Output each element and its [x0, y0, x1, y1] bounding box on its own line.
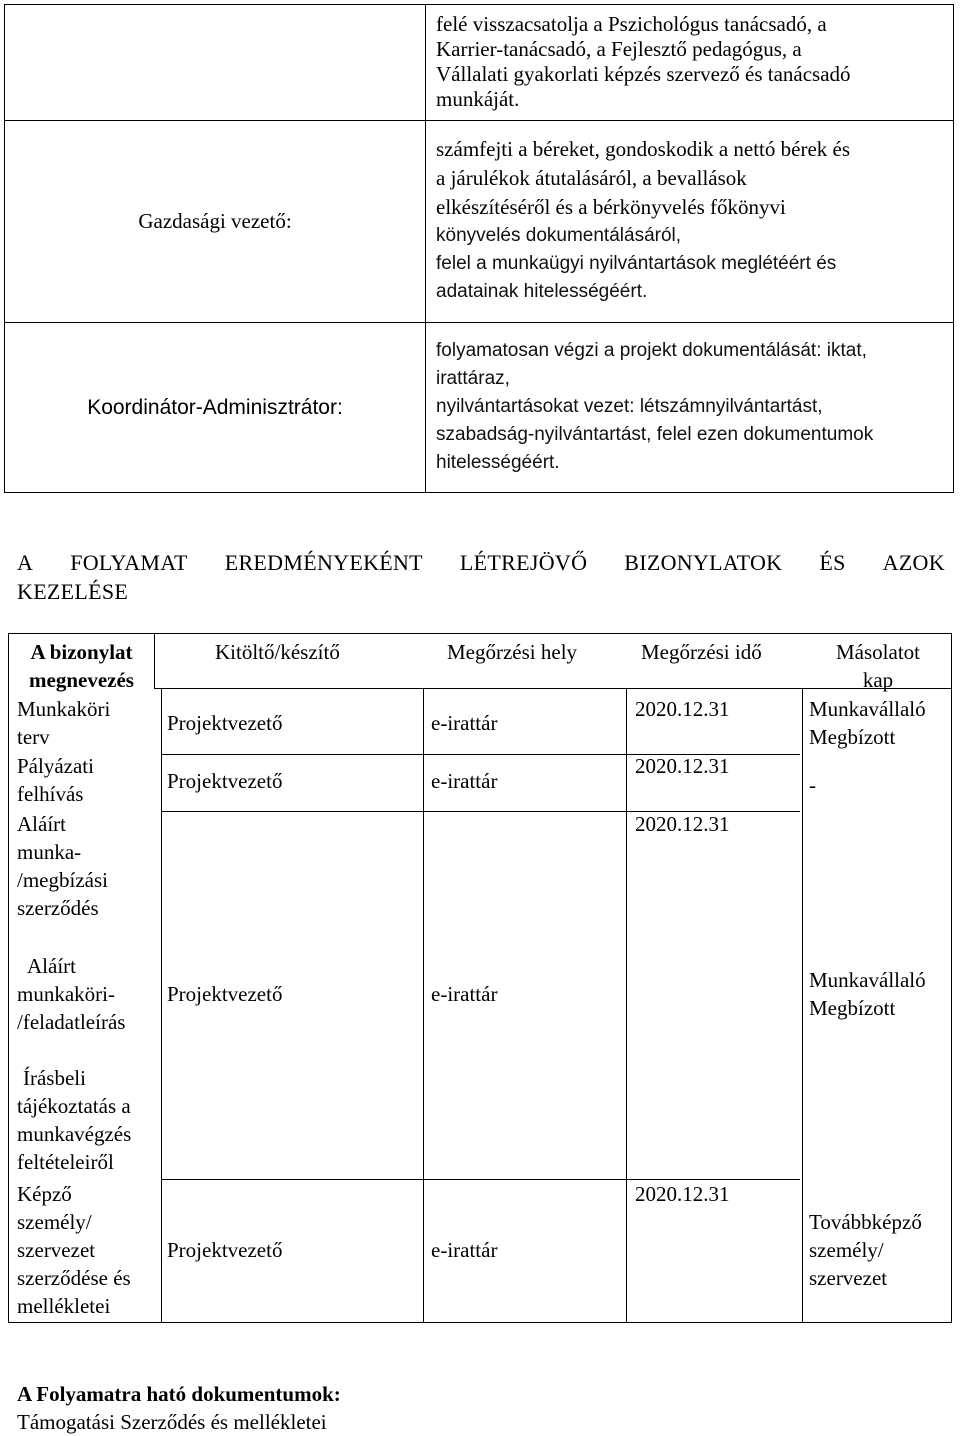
heading-line-1 [17, 548, 945, 577]
roles-row-economic-manager [5, 121, 954, 323]
heading-word: ÉS [819, 550, 846, 575]
heading-word: EREDMÉNYEKÉNT [224, 550, 423, 575]
roles-row-coordinator [5, 323, 954, 493]
desc-line: a járulékok átutalásáról, a bevallások [436, 166, 747, 190]
doc-name-line: szerződés [17, 896, 99, 920]
header-storage-time: Megőrzési idő [641, 640, 762, 664]
doc-name-line: mellékletei [17, 1294, 111, 1318]
heading-line-2: KEZELÉSE [17, 579, 129, 604]
doc-name-line: /feladatleírás [17, 1010, 126, 1034]
desc-line: könyvelés dokumentálásáról, [436, 225, 682, 246]
roles-table [4, 4, 954, 493]
heading-word: AZOK [882, 550, 945, 575]
heading-word: A [17, 550, 34, 575]
header-line: A bizonylat [30, 640, 133, 664]
doc-name [17, 810, 108, 922]
doc-copy-line: Munkavállaló [809, 968, 926, 992]
heading-word: LÉTREJÖVŐ [459, 550, 588, 575]
desc-line: számfejti a béreket, gondoskodik a nettó bérek és [436, 137, 851, 161]
related-documents-text: Támogatási Szerződés és mellékletei [17, 1410, 327, 1434]
doc-author: Projektvezető [167, 1238, 283, 1262]
header-storage-place: Megőrzési hely [447, 640, 578, 664]
doc-name-line: Munkaköri [17, 697, 111, 721]
desc-line: adatainak hitelességéért. [436, 281, 648, 302]
desc-line: Karrier-tanácsadó, a Fejlesztő pedagógus, a [436, 36, 802, 61]
column-divider [423, 688, 424, 1322]
desc-line: munkáját. [436, 86, 520, 111]
desc-line: felel a munkaügyi nyilvántartások meglétéért és [436, 253, 837, 274]
doc-copy-line: Továbbképző [809, 1210, 922, 1234]
documents-table [8, 633, 952, 1323]
roles-row-continuation [5, 5, 954, 121]
doc-copy [809, 966, 926, 1022]
desc-line: nyilvántartásokat vezet: létszámnyilvántartást, [436, 395, 823, 417]
doc-author: Projektvezető [167, 769, 283, 793]
doc-copy-line: - [809, 773, 816, 797]
doc-place: e-irattár [431, 769, 498, 793]
doc-name-line: szerződése és [17, 1266, 131, 1290]
header-copy-recipient [803, 638, 953, 694]
doc-copy-line: Megbízott [809, 725, 896, 749]
doc-time: 2020.12.31 [635, 754, 730, 778]
desc-line: irattáraz, [436, 367, 510, 389]
desc-line: szabadság-nyilvántartást, felel ezen dokumentumok [436, 423, 874, 445]
doc-time: 2020.12.31 [635, 1182, 730, 1206]
header-line: Másolatot [836, 640, 920, 664]
doc-name-line: munka- [17, 840, 82, 864]
related-documents [17, 1380, 341, 1436]
doc-copy [809, 1208, 922, 1292]
header-author: Kitöltő/készítő [215, 640, 340, 664]
doc-name-line: feltételeiről [17, 1150, 114, 1174]
doc-author: Projektvezető [167, 982, 283, 1006]
header-line: megnevezés [29, 668, 134, 692]
doc-copy [809, 771, 816, 799]
doc-name-line: munkaköri- [17, 982, 115, 1006]
column-divider [802, 688, 803, 1322]
doc-copy [809, 695, 926, 751]
doc-place: e-irattár [431, 711, 498, 735]
doc-name-line: Képző [17, 1182, 72, 1206]
desc-line: hitelességéért. [436, 451, 560, 473]
doc-time: 2020.12.31 [635, 697, 730, 721]
section-heading [17, 548, 945, 606]
doc-name-line: /megbízási [17, 868, 108, 892]
doc-name-line: Írásbeli [23, 1066, 86, 1090]
doc-copy-line: szervezet [809, 1266, 888, 1290]
doc-name-line: Pályázati [17, 754, 94, 778]
doc-place: e-irattár [431, 982, 498, 1006]
doc-name-line: munkavégzés [17, 1122, 132, 1146]
doc-author: Projektvezető [167, 711, 283, 735]
role-description [426, 5, 954, 121]
doc-name-line: Aláírt [27, 954, 76, 978]
role-name-empty [5, 5, 426, 121]
role-description [426, 323, 954, 493]
header-document-name [9, 638, 154, 694]
doc-name-line: terv [17, 725, 50, 749]
heading-word: BIZONYLATOK [624, 550, 783, 575]
doc-copy-line: Munkavállaló [809, 697, 926, 721]
doc-name-line: felhívás [17, 782, 84, 806]
header-line: kap [862, 668, 894, 692]
role-name-economic-manager: Gazdasági vezető: [5, 121, 426, 323]
doc-copy-line: Megbízott [809, 996, 896, 1020]
doc-name [17, 695, 110, 751]
doc-time: 2020.12.31 [635, 812, 730, 836]
role-description [426, 121, 954, 323]
doc-name-line: tájékoztatás a [17, 1094, 131, 1118]
doc-copy-line: személy/ [809, 1238, 884, 1262]
doc-place: e-irattár [431, 1238, 498, 1262]
heading-word: FOLYAMAT [70, 550, 188, 575]
doc-name [17, 1064, 131, 1176]
desc-line: felé visszacsatolja a Pszichológus tanácsadó, a [436, 11, 827, 36]
desc-line: Vállalati gyakorlati képzés szervező és tanácsadó [436, 61, 851, 86]
doc-name-line: szervezet [17, 1238, 96, 1262]
doc-name [17, 752, 94, 808]
doc-name [17, 1180, 131, 1320]
doc-name [17, 952, 125, 1036]
desc-line: folyamatosan végzi a projekt dokumentálását: iktat, [436, 339, 867, 361]
doc-name-line: személy/ [17, 1210, 92, 1234]
related-documents-title: A Folyamatra ható dokumentumok: [17, 1382, 341, 1406]
role-name-coordinator: Koordinátor-Adminisztrátor: [5, 323, 426, 493]
doc-name-line: Aláírt [17, 812, 66, 836]
column-divider [154, 634, 155, 688]
column-divider [626, 688, 627, 1322]
desc-line: elkészítéséről és a bérkönyvelés főkönyvi [436, 195, 786, 219]
column-divider [161, 688, 162, 1322]
